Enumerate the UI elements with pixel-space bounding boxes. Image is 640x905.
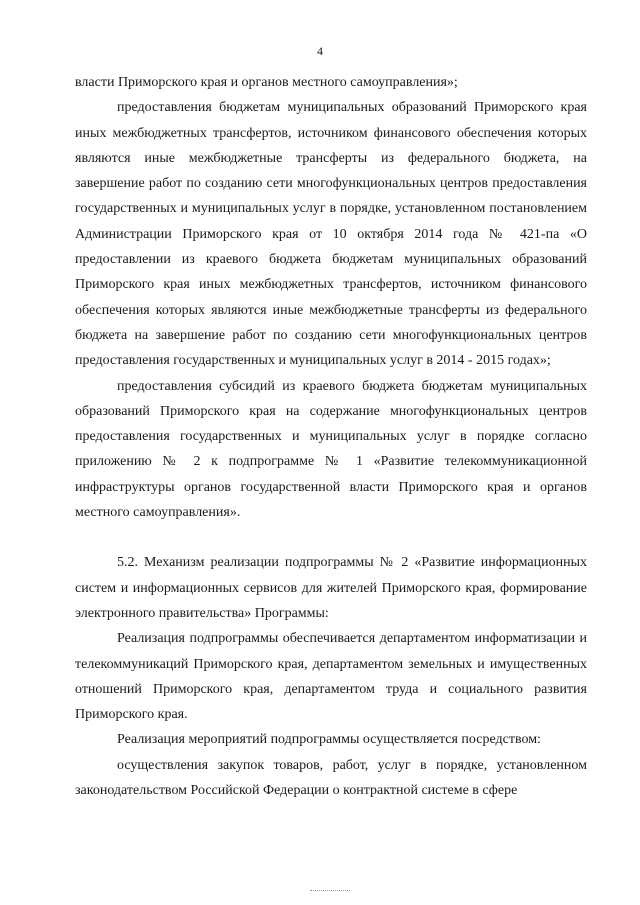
- document-body: [75, 70, 587, 803]
- paragraph-continuation: власти Приморского края и органов местного самоуправления»;: [75, 75, 458, 90]
- section-gap: [75, 525, 587, 550]
- paragraph-procurement: осуществления закупок товаров, работ, услуг в порядке, установленном законодательством Российской Федерации о контрактной системе в сфере: [75, 757, 587, 799]
- paragraph-measures: Реализация мероприятий подпрограммы осуществляется посредством:: [117, 732, 541, 748]
- paragraph-interbudget-transfers: предоставления бюджетам муниципальных образований Приморского края иных межбюджетных трансфертов, источником финансового обеспечения которых являются иные межбюджетные трансферты из федерального бюджета, на завершение работ по созданию сети многофункциональных центров предоставления государственных и муниципальных услуг в порядке, установленном постановлением Администрации Приморского края от 10 октября 2014 года № 421-па «О предоставлении из краевого бюджета бюджетам муниципальных образований Приморского края иных межбюджетных трансфертов, источником финансового обеспечения которых являются иные межбюджетные трансферты из федерального бюджета на завершение работ по созданию сети многофункциональных центров предоставления государственных и муниципальных услуг в 2014 - 2015 годах»;: [75, 100, 587, 369]
- page-number: 4: [317, 44, 323, 58]
- section-heading-5-2: 5.2. Механизм реализации подпрограммы № 2 «Развитие информационных систем и информационных сервисов для жителей Приморского края, формирование электронного правительства» Программы:: [75, 555, 587, 621]
- paragraph-subsidies: предоставления субсидий из краевого бюджета бюджетам муниципальных образований Приморского края на содержание многофункциональных центров предоставления государственных и муниципальных услуг в порядке согласно приложению № 2 к подпрограмме № 1 «Развитие телекоммуникационной инфраструктуры органов государственной власти Приморского края и органов местного самоуправления».: [75, 378, 587, 521]
- footer-scan-mark: [310, 890, 350, 895]
- paragraph-implementation: Реализация подпрограммы обеспечивается департаментом информатизации и телекоммуникаций Приморского края, департаментом земельных и имущественных отношений Приморского края, департаментом труда и социального развития Приморского края.: [75, 631, 587, 723]
